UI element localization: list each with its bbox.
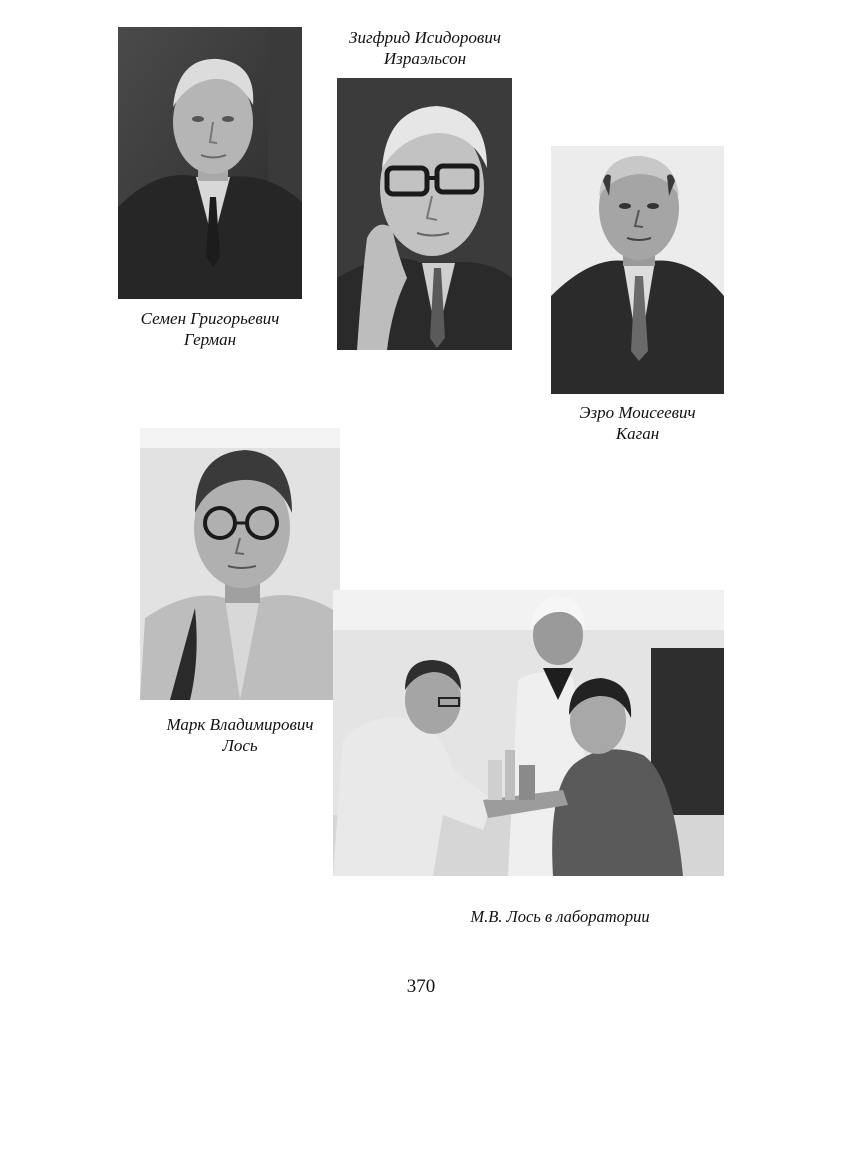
- photo-german: [118, 27, 302, 299]
- page-number: 370: [406, 976, 436, 997]
- caption-israelson-line2: Израэльсон: [383, 49, 467, 68]
- caption-german-line1: Семен Григорьевич: [140, 309, 280, 328]
- caption-los-line2: Лось: [222, 736, 258, 755]
- caption-german-line2: Герман: [183, 330, 237, 349]
- caption-los: [140, 714, 340, 756]
- caption-los-line1: Марк Владимирович: [166, 715, 314, 734]
- photo-lab: [333, 590, 724, 876]
- photo-kagan: [551, 146, 724, 394]
- photo-israelson: [337, 78, 512, 350]
- photo-los: [140, 428, 340, 700]
- caption-lab: [420, 906, 700, 927]
- caption-kagan: [545, 402, 730, 444]
- caption-israelson: [330, 27, 520, 69]
- caption-kagan-line2: Каган: [615, 424, 660, 443]
- caption-kagan-line1: Эзро Моисеевич: [579, 403, 696, 422]
- caption-german: [118, 308, 302, 350]
- caption-israelson-line1: Зигфрид Исидорович: [349, 28, 501, 47]
- caption-lab-line1: М.В. Лось в лаборатории: [470, 907, 650, 926]
